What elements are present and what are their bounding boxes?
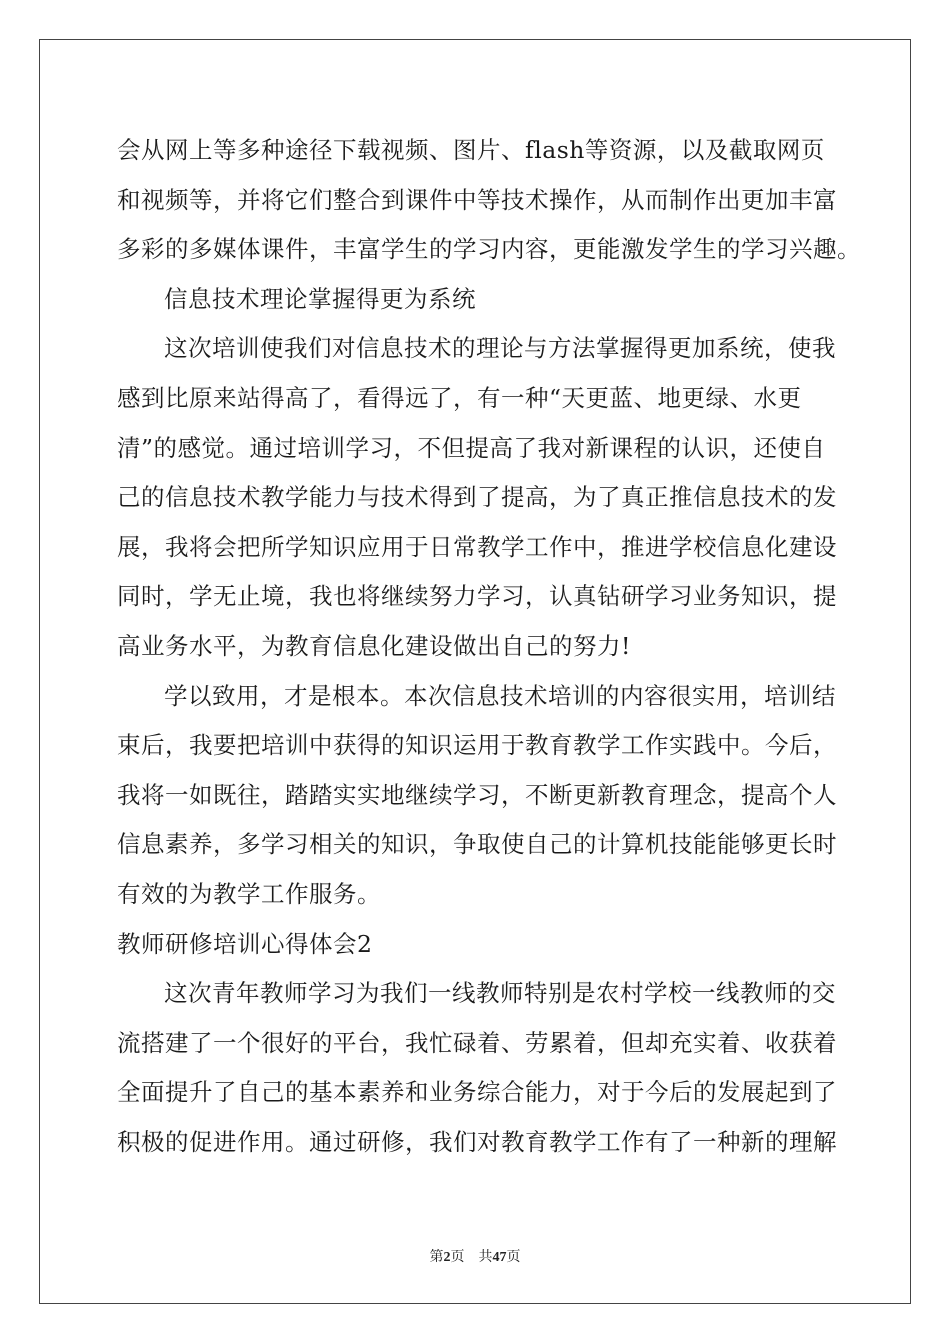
text-line: 高业务水平，为教育信息化建设做出自己的努力!: [117, 631, 631, 660]
paragraph-start: 学以致用，才是根本。本次信息技术培训的内容很实用，培训结: [164, 681, 836, 710]
text-line: 积极的促进作用。通过研修，我们对教育教学工作有了一种新的理解: [117, 1127, 837, 1156]
page-number: 2: [443, 1250, 451, 1265]
section-heading: 信息技术理论掌握得更为系统: [164, 284, 476, 313]
page-prefix: 第: [429, 1250, 444, 1265]
text-line: 多彩的多媒体课件，丰富学生的学习内容，更能激发学生的学习兴趣。: [117, 235, 861, 264]
page-suffix: 页: [450, 1250, 465, 1265]
text-line: 我将一如既往，踏踏实实地继续学习，不断更新教育理念，提高个人: [117, 780, 837, 809]
paragraph-start: 这次培训使我们对信息技术的理论与方法掌握得更加系统，使我: [164, 334, 836, 363]
text-line: 己的信息技术教学能力与技术得到了提高，为了真正推信息技术的发: [117, 483, 837, 512]
total-suffix: 页: [506, 1250, 521, 1265]
text-line: 清”的感觉。通过培训学习，不但提高了我对新课程的认识，还使自: [117, 433, 826, 462]
text-line: 流搭建了一个很好的平台，我忙碌着、劳累着，但却充实着、收获着: [117, 1028, 837, 1057]
text-line: 信息素养，多学习相关的知识，争取使自己的计算机技能能够更长时: [117, 830, 837, 859]
article-title: 教师研修培训心得体会2: [117, 929, 373, 958]
text-line: 同时，学无止境，我也将继续努力学习，认真钻研学习业务知识，提: [117, 582, 837, 611]
text-line: 全面提升了自己的基本素养和业务综合能力，对于今后的发展起到了: [117, 1078, 837, 1107]
text-line: 感到比原来站得高了，看得远了，有一种“天更蓝、地更绿、水更: [117, 383, 802, 412]
total-prefix: 共: [478, 1250, 493, 1265]
text-line: 束后，我要把培训中获得的知识运用于教育教学工作实践中。今后，: [117, 731, 837, 760]
paragraph-start: 这次青年教师学习为我们一线教师特别是农村学校一线教师的交: [164, 979, 836, 1008]
text-line: 会从网上等多种途径下载视频、图片、flash等资源，以及截取网页: [117, 136, 825, 164]
text-line: 和视频等，并将它们整合到课件中等技术操作，从而制作出更加丰富: [117, 185, 837, 214]
text-line: 展，我将会把所学知识应用于日常教学工作中，推进学校信息化建设: [117, 532, 837, 561]
document-body: [117, 126, 861, 1167]
text-line: 有效的为教学工作服务。: [117, 879, 381, 908]
page-footer: [0, 1246, 950, 1266]
total-pages: 47: [492, 1250, 507, 1265]
